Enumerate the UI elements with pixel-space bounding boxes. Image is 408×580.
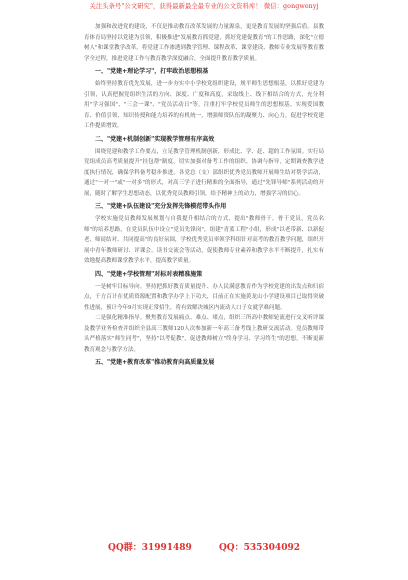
qq-contact-text: QQ：535304092 — [218, 543, 300, 553]
section-paragraph-1: 始终坚持教育优先发展，进一步夯实中小学校党组织建设，规平师生思想根基，以抓好党建为引领，认真把握党组织生活的方向、深度、广度和高度，采取线上、线下相结合的方式，充分利用"学习强国"、"三会一课"、"党员活动日"等，注重打牢学校党员师生的思想根基。实现爱国教育、价值引领、知识传授和能力培养的有机统一，增强师资队伍的凝聚力、向心力，促进学校党建工作提质增效。 — [84, 81, 324, 129]
document-body — [84, 22, 324, 542]
section-heading-2: 二、"党建+机制创新"实现教学管理有序高效 — [95, 135, 215, 143]
section-paragraph-2: 围绕党建和教学工作要点，立足教学管理机制创新，形成比、学、赶、超的工作氛围。实行局党组成员高考质量提升"挂包帮"制度，切实加强对备考工作的组织、协调与指导，定期调查教学进度执行情况，确保学科备考稳步推进。各党总（支）部组织优秀党员教师开展师生结对帮学活动，通过"一对一"或"一对多"的形式，对高三学子进行精准的全面指导，通过"先锋导师"系列活动的开展，随时了解学生思想动态，以优秀党员教师引领，给予精神上的动力，增强学习的信心。 — [84, 148, 324, 197]
section-heading-5: 五、"党建+教育改革"推动教育向高质量发展 — [95, 359, 215, 366]
section-paragraph-3: 学校实施党员教师发展规划与自我提升相结合的方式，提出"教师骨干，骨干党员，党员名师"的培养思路，在党员队伍中设立"党员先锋岗"，组建"青蓝工程"小组，形成"以老带新、以新促老，师徒结对、共同提高"的良好氛围，学校优秀党员率领学科组针对高考的教育教学问题，组织开展中青年教师研讨、评课会、读书交流会等活动，促使教师专业素养和教学水平不断提升，扎实有效地提高教师课堂教学水平，提高教学质量。 — [84, 216, 324, 264]
section-paragraph-4b: 二是强化精准指导。聚焦教育发展痛点、难点、堵点，组织三所高中教师轮流进行交叉听评课及教学业务检查并组织全县高三教师120人次参加新一年高三备考线上教研交流活动。党员教师带头严格落实"师生同考"，坚持"以考促教"，促进教师树立"终身学习、学习终生"的思想，不断更新教育观念与教学方法。 — [84, 315, 324, 353]
section-paragraph-4a: 一是树牢目标导向。坚持把抓好教育质量提升、办人民满意教育作为学校党建的出发点和归宿点，千方百计在优质资源配置和教学办学上下功夫，目前正在实施黄龙山小学建设项目已取得突破性进展，预计今年9月实现正常招生，将有效解决城区内流动人口子女就学难问题。 — [84, 283, 324, 311]
section-heading-3: 三、"党建+队伍建设"充分发挥先锋模范带头作用 — [95, 203, 227, 210]
qq-group-text: QQ群：31991489 — [108, 543, 192, 553]
promo-banner — [0, 2, 408, 22]
contact-footer — [0, 540, 408, 554]
section-heading-1: 一、"党建+理论学习"，打牢政治思想根基 — [95, 68, 209, 75]
promo-banner-line: 关注头条号"公文研究"，获得最新最全最专业的公文资料库！ 微信：gongwenyj — [89, 3, 319, 10]
section-heading-4: 四、"党建+学校管理"对标对表精准施策 — [95, 270, 203, 278]
intro-paragraph: 加强和改进党的建设，不仅是推动教育改革发展的力量源泉，更是教育发展的坚强后盾。县教育体育局坚持以党建为引领，积极推进"发展教育抓党建，抓好党建促教育"的工作思路，深化"立德树人"和课堂教学改革，将党建工作渗透到教学管理、课程改革、课堂建设、教师专业发展等教育教学全过程，推进党建工作与教育教学深度融合，全面提升教育教学质量。 — [84, 24, 324, 62]
